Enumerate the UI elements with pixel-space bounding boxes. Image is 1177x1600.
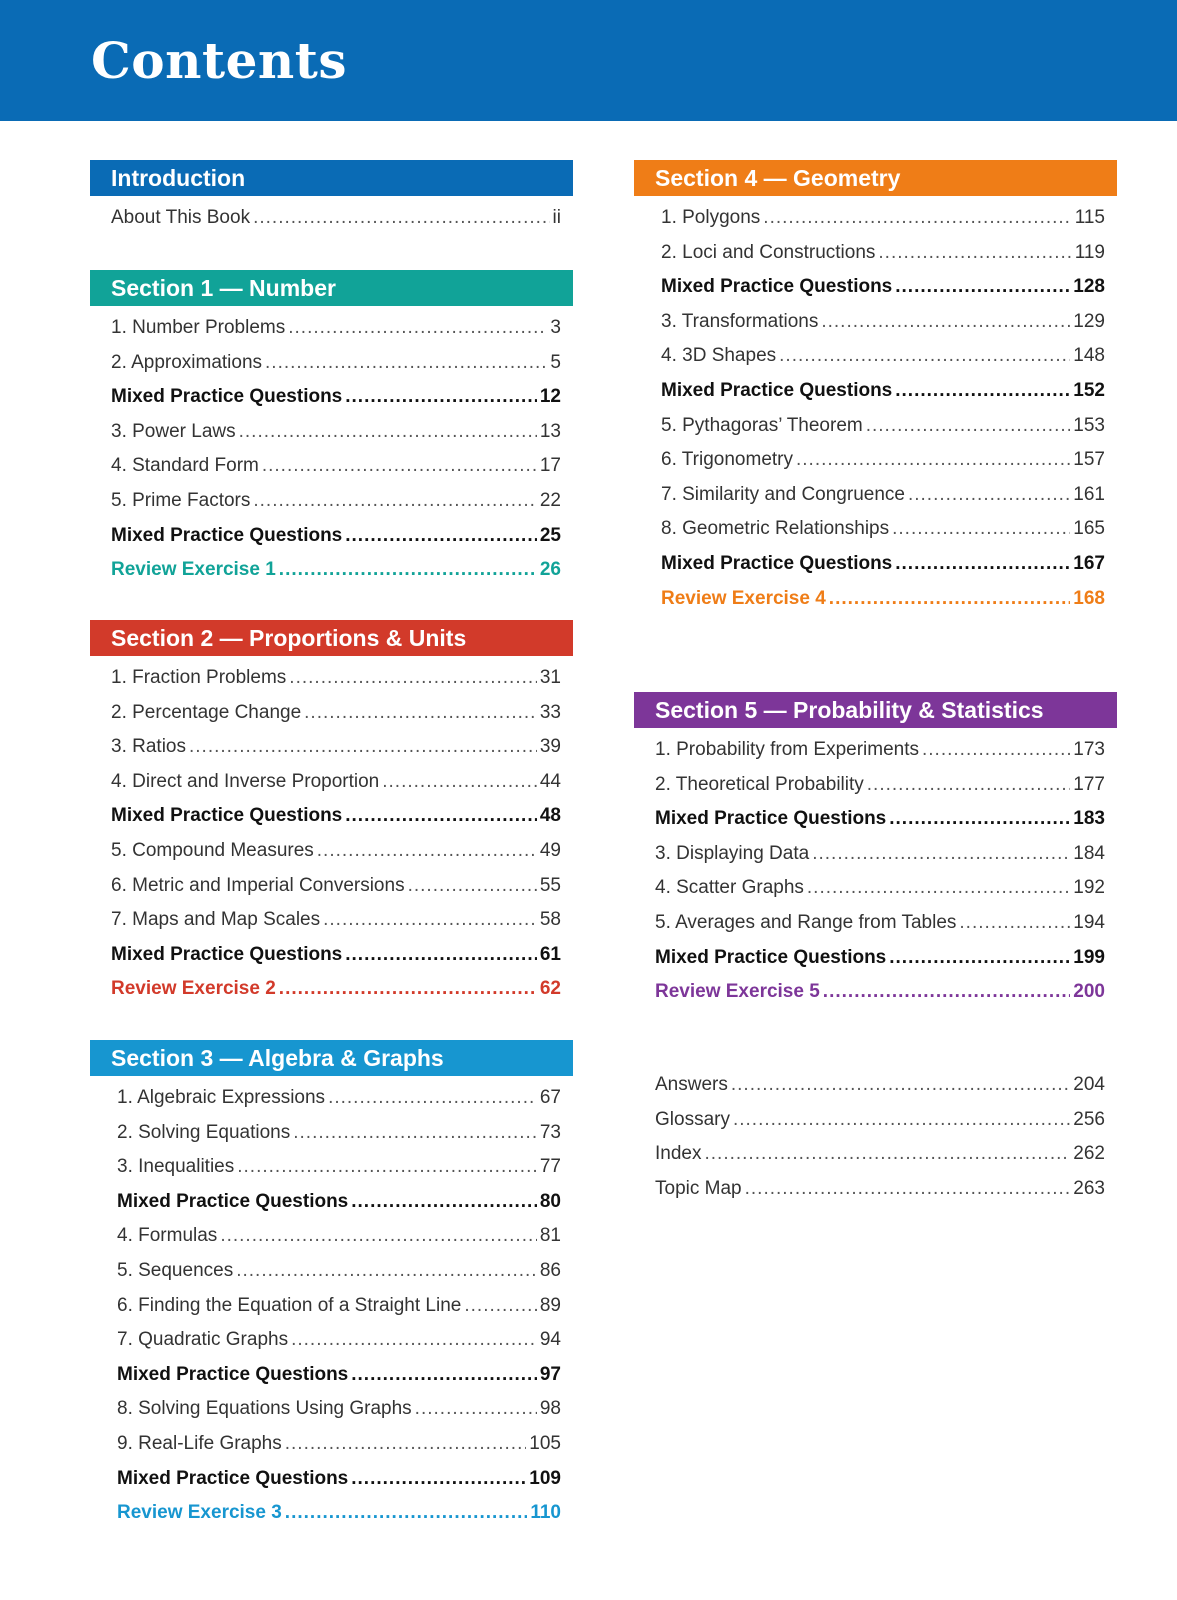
page-number: 58 [539, 909, 561, 931]
toc-entry[interactable] [661, 484, 1105, 519]
page-number: ii [552, 207, 561, 228]
toc-entry[interactable] [111, 317, 561, 352]
entry-title: Mixed Practice Questions [111, 805, 343, 827]
dot-leader [796, 449, 1070, 471]
page-number: 184 [1073, 842, 1105, 864]
entry-title: Review Exercise 1 [111, 559, 276, 581]
entry-title: 2. Theoretical Probability [655, 773, 864, 795]
dot-leader [889, 947, 1070, 969]
dot-leader [807, 877, 1070, 899]
dot-leader [351, 1191, 537, 1213]
dot-leader [317, 840, 537, 862]
toc-entry[interactable] [655, 877, 1105, 912]
entry-title: Mixed Practice Questions [661, 276, 893, 298]
entry-title: 9. Real-Life Graphs [117, 1432, 282, 1454]
entry-title: 3. Transformations [661, 310, 819, 332]
section-5-header: Section 5 — Probability & Statistics [634, 692, 1117, 728]
section-4-entries [634, 196, 1117, 622]
toc-entry[interactable] [111, 667, 561, 702]
section-2-entries [90, 656, 573, 1013]
entry-title: 1. Probability from Experiments [655, 739, 919, 760]
dot-leader [763, 207, 1071, 229]
dot-leader [889, 808, 1070, 830]
dot-leader [731, 1074, 1070, 1096]
dot-leader [289, 667, 537, 689]
dot-leader [288, 317, 547, 339]
entry-title: 8. Geometric Relationships [661, 518, 890, 540]
page-number: 115 [1074, 207, 1105, 228]
entry-title: 4. Scatter Graphs [655, 877, 804, 899]
entry-title: Review Exercise 5 [655, 981, 820, 1003]
mixed-practice-entry[interactable] [111, 805, 561, 840]
page-number: 183 [1073, 808, 1105, 830]
entry-title: 4. 3D Shapes [661, 345, 777, 367]
page-number: 80 [539, 1190, 561, 1212]
dot-leader [415, 1398, 537, 1420]
dot-leader [345, 525, 537, 547]
toc-entry[interactable] [655, 843, 1105, 878]
toc-entry[interactable] [117, 1260, 561, 1295]
section-2-proportions [90, 620, 573, 1013]
dot-leader [867, 774, 1071, 796]
toc-entry[interactable] [117, 1087, 561, 1122]
page-number: 44 [539, 770, 561, 792]
dot-leader [262, 455, 537, 477]
entry-title: 5. Prime Factors [111, 489, 251, 511]
entry-title: 2. Approximations [111, 351, 263, 373]
entry-title: 8. Solving Equations Using Graphs [117, 1398, 412, 1420]
dot-leader [408, 875, 537, 897]
toc-entry[interactable] [655, 1074, 1105, 1109]
dot-leader [345, 805, 537, 827]
entry-title: Mixed Practice Questions [661, 379, 893, 401]
toc-entry[interactable] [661, 311, 1105, 346]
toc-entry[interactable] [111, 352, 561, 387]
introduction-header: Introduction [90, 160, 573, 196]
entry-title: 3. Ratios [111, 736, 186, 758]
dot-leader [823, 981, 1071, 1003]
entry-title: 5. Sequences [117, 1259, 234, 1281]
entry-title: Mixed Practice Questions [111, 524, 343, 546]
mixed-practice-entry[interactable] [661, 276, 1105, 311]
dot-leader [293, 1122, 537, 1144]
page-number: 89 [539, 1294, 561, 1316]
toc-entry[interactable] [655, 1143, 1105, 1178]
section-1-header: Section 1 — Number [90, 270, 573, 306]
review-exercise-entry[interactable] [111, 559, 561, 594]
section-4-header: Section 4 — Geometry [634, 160, 1117, 196]
toc-entry[interactable] [655, 739, 1105, 774]
mixed-practice-entry[interactable] [111, 525, 561, 560]
section-3-header: Section 3 — Algebra & Graphs [90, 1040, 573, 1076]
page-number: 128 [1073, 276, 1105, 298]
section-5-entries [634, 728, 1117, 1016]
toc-entry[interactable] [111, 490, 561, 525]
page-number: 109 [529, 1467, 561, 1489]
entry-title: 5. Averages and Range from Tables [655, 911, 957, 933]
toc-entry[interactable] [661, 415, 1105, 450]
dot-leader [265, 352, 547, 374]
dot-leader [279, 978, 537, 1000]
page-number: 129 [1073, 310, 1105, 332]
dot-leader [895, 553, 1070, 575]
page-number: 62 [539, 978, 561, 1000]
introduction-section [90, 160, 573, 242]
dot-leader [239, 421, 537, 443]
dot-leader [779, 345, 1070, 367]
dot-leader [291, 1329, 537, 1351]
dot-leader [464, 1295, 537, 1317]
page-number: 49 [539, 839, 561, 861]
page-number: 152 [1073, 379, 1105, 401]
dot-leader [351, 1364, 537, 1386]
page-number: 167 [1073, 552, 1105, 574]
toc-entry[interactable] [111, 421, 561, 456]
dot-leader [866, 415, 1071, 437]
entry-title: Mixed Practice Questions [117, 1190, 349, 1212]
page-number: 67 [539, 1087, 561, 1108]
toc-entry[interactable] [111, 455, 561, 490]
entry-title: Topic Map [655, 1177, 742, 1199]
page-number: 262 [1073, 1143, 1105, 1165]
page-number: 17 [539, 455, 561, 477]
dot-leader [382, 771, 537, 793]
toc-entry[interactable] [117, 1329, 561, 1364]
section-1-number [90, 270, 573, 594]
entry-title: 6. Trigonometry [661, 449, 793, 471]
toc-entry[interactable] [111, 909, 561, 944]
entry-title: Review Exercise 4 [661, 587, 826, 609]
entry-title: 7. Similarity and Congruence [661, 483, 905, 505]
toc-entry[interactable] [117, 1295, 561, 1330]
section-3-algebra [90, 1040, 573, 1537]
dot-leader [895, 380, 1070, 402]
page-number: 55 [539, 874, 561, 896]
dot-leader [323, 909, 537, 931]
page-number: 48 [539, 805, 561, 827]
toc-entry[interactable] [117, 1225, 561, 1260]
dot-leader [829, 588, 1071, 610]
entry-title: 1. Algebraic Expressions [117, 1087, 326, 1108]
review-exercise-entry[interactable] [111, 978, 561, 1013]
toc-entry[interactable] [661, 207, 1105, 242]
page-number: 256 [1073, 1108, 1105, 1130]
page-number: 194 [1073, 911, 1105, 933]
toc-entry[interactable] [111, 736, 561, 771]
page-number: 13 [539, 420, 561, 442]
entry-title: 5. Compound Measures [111, 839, 314, 861]
dot-leader [812, 843, 1070, 865]
page-number: 31 [539, 667, 561, 688]
section-2-header: Section 2 — Proportions & Units [90, 620, 573, 656]
page-number: 204 [1073, 1074, 1105, 1095]
page-number: 3 [550, 317, 561, 338]
page-number: 25 [539, 524, 561, 546]
toc-entry[interactable] [661, 345, 1105, 380]
dot-leader [253, 207, 549, 229]
entry-title: 5. Pythagoras’ Theorem [661, 414, 863, 436]
page-number: 148 [1073, 345, 1105, 367]
dot-leader [279, 559, 537, 581]
entry-title: 6. Finding the Equation of a Straight Line [117, 1294, 462, 1316]
entry-title: 3. Power Laws [111, 420, 236, 442]
dot-leader [328, 1087, 537, 1109]
entry-title: Glossary [655, 1108, 730, 1130]
toc-entry[interactable] [655, 912, 1105, 947]
review-exercise-entry[interactable] [117, 1502, 561, 1537]
page-number: 61 [539, 943, 561, 965]
entry-title: 3. Inequalities [117, 1156, 235, 1178]
dot-leader [745, 1178, 1071, 1200]
introduction-entries [90, 196, 573, 242]
page-title: Contents [91, 31, 348, 90]
dot-leader [220, 1225, 537, 1247]
entry-title: Mixed Practice Questions [111, 943, 343, 965]
mixed-practice-entry[interactable] [655, 947, 1105, 982]
toc-entry[interactable] [655, 774, 1105, 809]
section-1-entries [90, 306, 573, 594]
entry-title: 1. Fraction Problems [111, 667, 287, 688]
dot-leader [285, 1433, 527, 1455]
page-number: 26 [539, 559, 561, 581]
toc-entry[interactable] [655, 1109, 1105, 1144]
entry-title: About This Book [111, 207, 251, 228]
review-exercise-entry[interactable] [661, 588, 1105, 623]
entry-title: 7. Maps and Map Scales [111, 909, 321, 931]
toc-entry[interactable] [111, 875, 561, 910]
mixed-practice-entry[interactable] [661, 553, 1105, 588]
page-number: 199 [1073, 946, 1105, 968]
toc-entry[interactable] [111, 207, 561, 242]
entry-title: Mixed Practice Questions [111, 386, 343, 408]
toc-entry[interactable] [117, 1156, 561, 1191]
page-number: 12 [539, 386, 561, 408]
dot-leader [285, 1502, 528, 1524]
mixed-practice-entry[interactable] [111, 944, 561, 979]
entry-title: Index [655, 1143, 702, 1165]
toc-entry[interactable] [655, 1178, 1105, 1213]
page-number: 5 [550, 351, 561, 373]
page-number: 77 [539, 1156, 561, 1178]
entry-title: Mixed Practice Questions [655, 808, 887, 830]
mixed-practice-entry[interactable] [111, 386, 561, 421]
dot-leader [895, 276, 1070, 298]
toc-entry[interactable] [111, 840, 561, 875]
toc-entry[interactable] [111, 702, 561, 737]
entry-title: 4. Formulas [117, 1225, 218, 1247]
page-number: 110 [530, 1502, 561, 1524]
dot-leader [345, 386, 537, 408]
entry-title: 6. Metric and Imperial Conversions [111, 874, 405, 896]
back-matter-entries [634, 1074, 1117, 1212]
dot-leader [733, 1109, 1070, 1131]
title-bar [0, 0, 1177, 121]
entry-title: Review Exercise 3 [117, 1502, 282, 1524]
page-number: 153 [1073, 414, 1105, 436]
toc-entry[interactable] [661, 449, 1105, 484]
dot-leader [922, 739, 1070, 761]
entry-title: Mixed Practice Questions [661, 552, 893, 574]
entry-title: Review Exercise 2 [111, 978, 276, 1000]
entry-title: 7. Quadratic Graphs [117, 1329, 289, 1351]
page-number: 39 [539, 736, 561, 758]
toc-entry[interactable] [111, 771, 561, 806]
entry-title: 1. Polygons [661, 207, 761, 228]
section-4-geometry [634, 160, 1117, 622]
page-number: 177 [1073, 773, 1105, 795]
page-number: 33 [539, 701, 561, 723]
dot-leader [236, 1260, 537, 1282]
toc-entry[interactable] [661, 518, 1105, 553]
entry-title: 2. Loci and Constructions [661, 241, 876, 263]
page-number: 173 [1073, 739, 1105, 760]
dot-leader [304, 702, 537, 724]
entry-title: 4. Direct and Inverse Proportion [111, 770, 380, 792]
page-number: 157 [1073, 449, 1105, 471]
entry-title: 3. Displaying Data [655, 842, 810, 864]
page-number: 168 [1073, 587, 1105, 609]
section-3-entries [90, 1076, 573, 1537]
dot-leader [821, 311, 1070, 333]
entry-title: 4. Standard Form [111, 455, 259, 477]
dot-leader [892, 518, 1070, 540]
dot-leader [253, 490, 536, 512]
mixed-practice-entry[interactable] [117, 1468, 561, 1503]
dot-leader [237, 1156, 537, 1178]
mixed-practice-entry[interactable] [655, 808, 1105, 843]
toc-entry[interactable] [117, 1433, 561, 1468]
entry-title: Answers [655, 1074, 728, 1095]
dot-leader [345, 944, 537, 966]
entry-title: Mixed Practice Questions [655, 946, 887, 968]
dot-leader [908, 484, 1070, 506]
page-number: 165 [1073, 518, 1105, 540]
page-number: 200 [1073, 981, 1105, 1003]
page-number: 119 [1074, 241, 1105, 263]
toc-entry[interactable] [117, 1122, 561, 1157]
page-number: 86 [539, 1259, 561, 1281]
page-number: 263 [1073, 1177, 1105, 1199]
mixed-practice-entry[interactable] [661, 380, 1105, 415]
toc-entry[interactable] [117, 1398, 561, 1433]
dot-leader [959, 912, 1070, 934]
entry-title: Mixed Practice Questions [117, 1467, 349, 1489]
page-number: 81 [539, 1225, 561, 1247]
entry-title: 2. Solving Equations [117, 1121, 291, 1143]
back-matter [634, 1074, 1117, 1212]
section-5-probability [634, 692, 1117, 1016]
entry-title: Mixed Practice Questions [117, 1363, 349, 1385]
mixed-practice-entry[interactable] [117, 1191, 561, 1226]
dot-leader [878, 242, 1071, 264]
page-number: 94 [539, 1329, 561, 1351]
mixed-practice-entry[interactable] [117, 1364, 561, 1399]
dot-leader [351, 1468, 526, 1490]
entry-title: 1. Number Problems [111, 317, 286, 338]
entry-title: 2. Percentage Change [111, 701, 302, 723]
page-number: 161 [1073, 483, 1105, 505]
page-number: 73 [539, 1121, 561, 1143]
page-number: 98 [539, 1398, 561, 1420]
page-number: 22 [539, 489, 561, 511]
dot-leader [189, 736, 537, 758]
dot-leader [704, 1143, 1070, 1165]
toc-entry[interactable] [661, 242, 1105, 277]
page-number: 105 [529, 1432, 561, 1454]
page-number: 97 [539, 1363, 561, 1385]
review-exercise-entry[interactable] [655, 981, 1105, 1016]
page-number: 192 [1073, 877, 1105, 899]
